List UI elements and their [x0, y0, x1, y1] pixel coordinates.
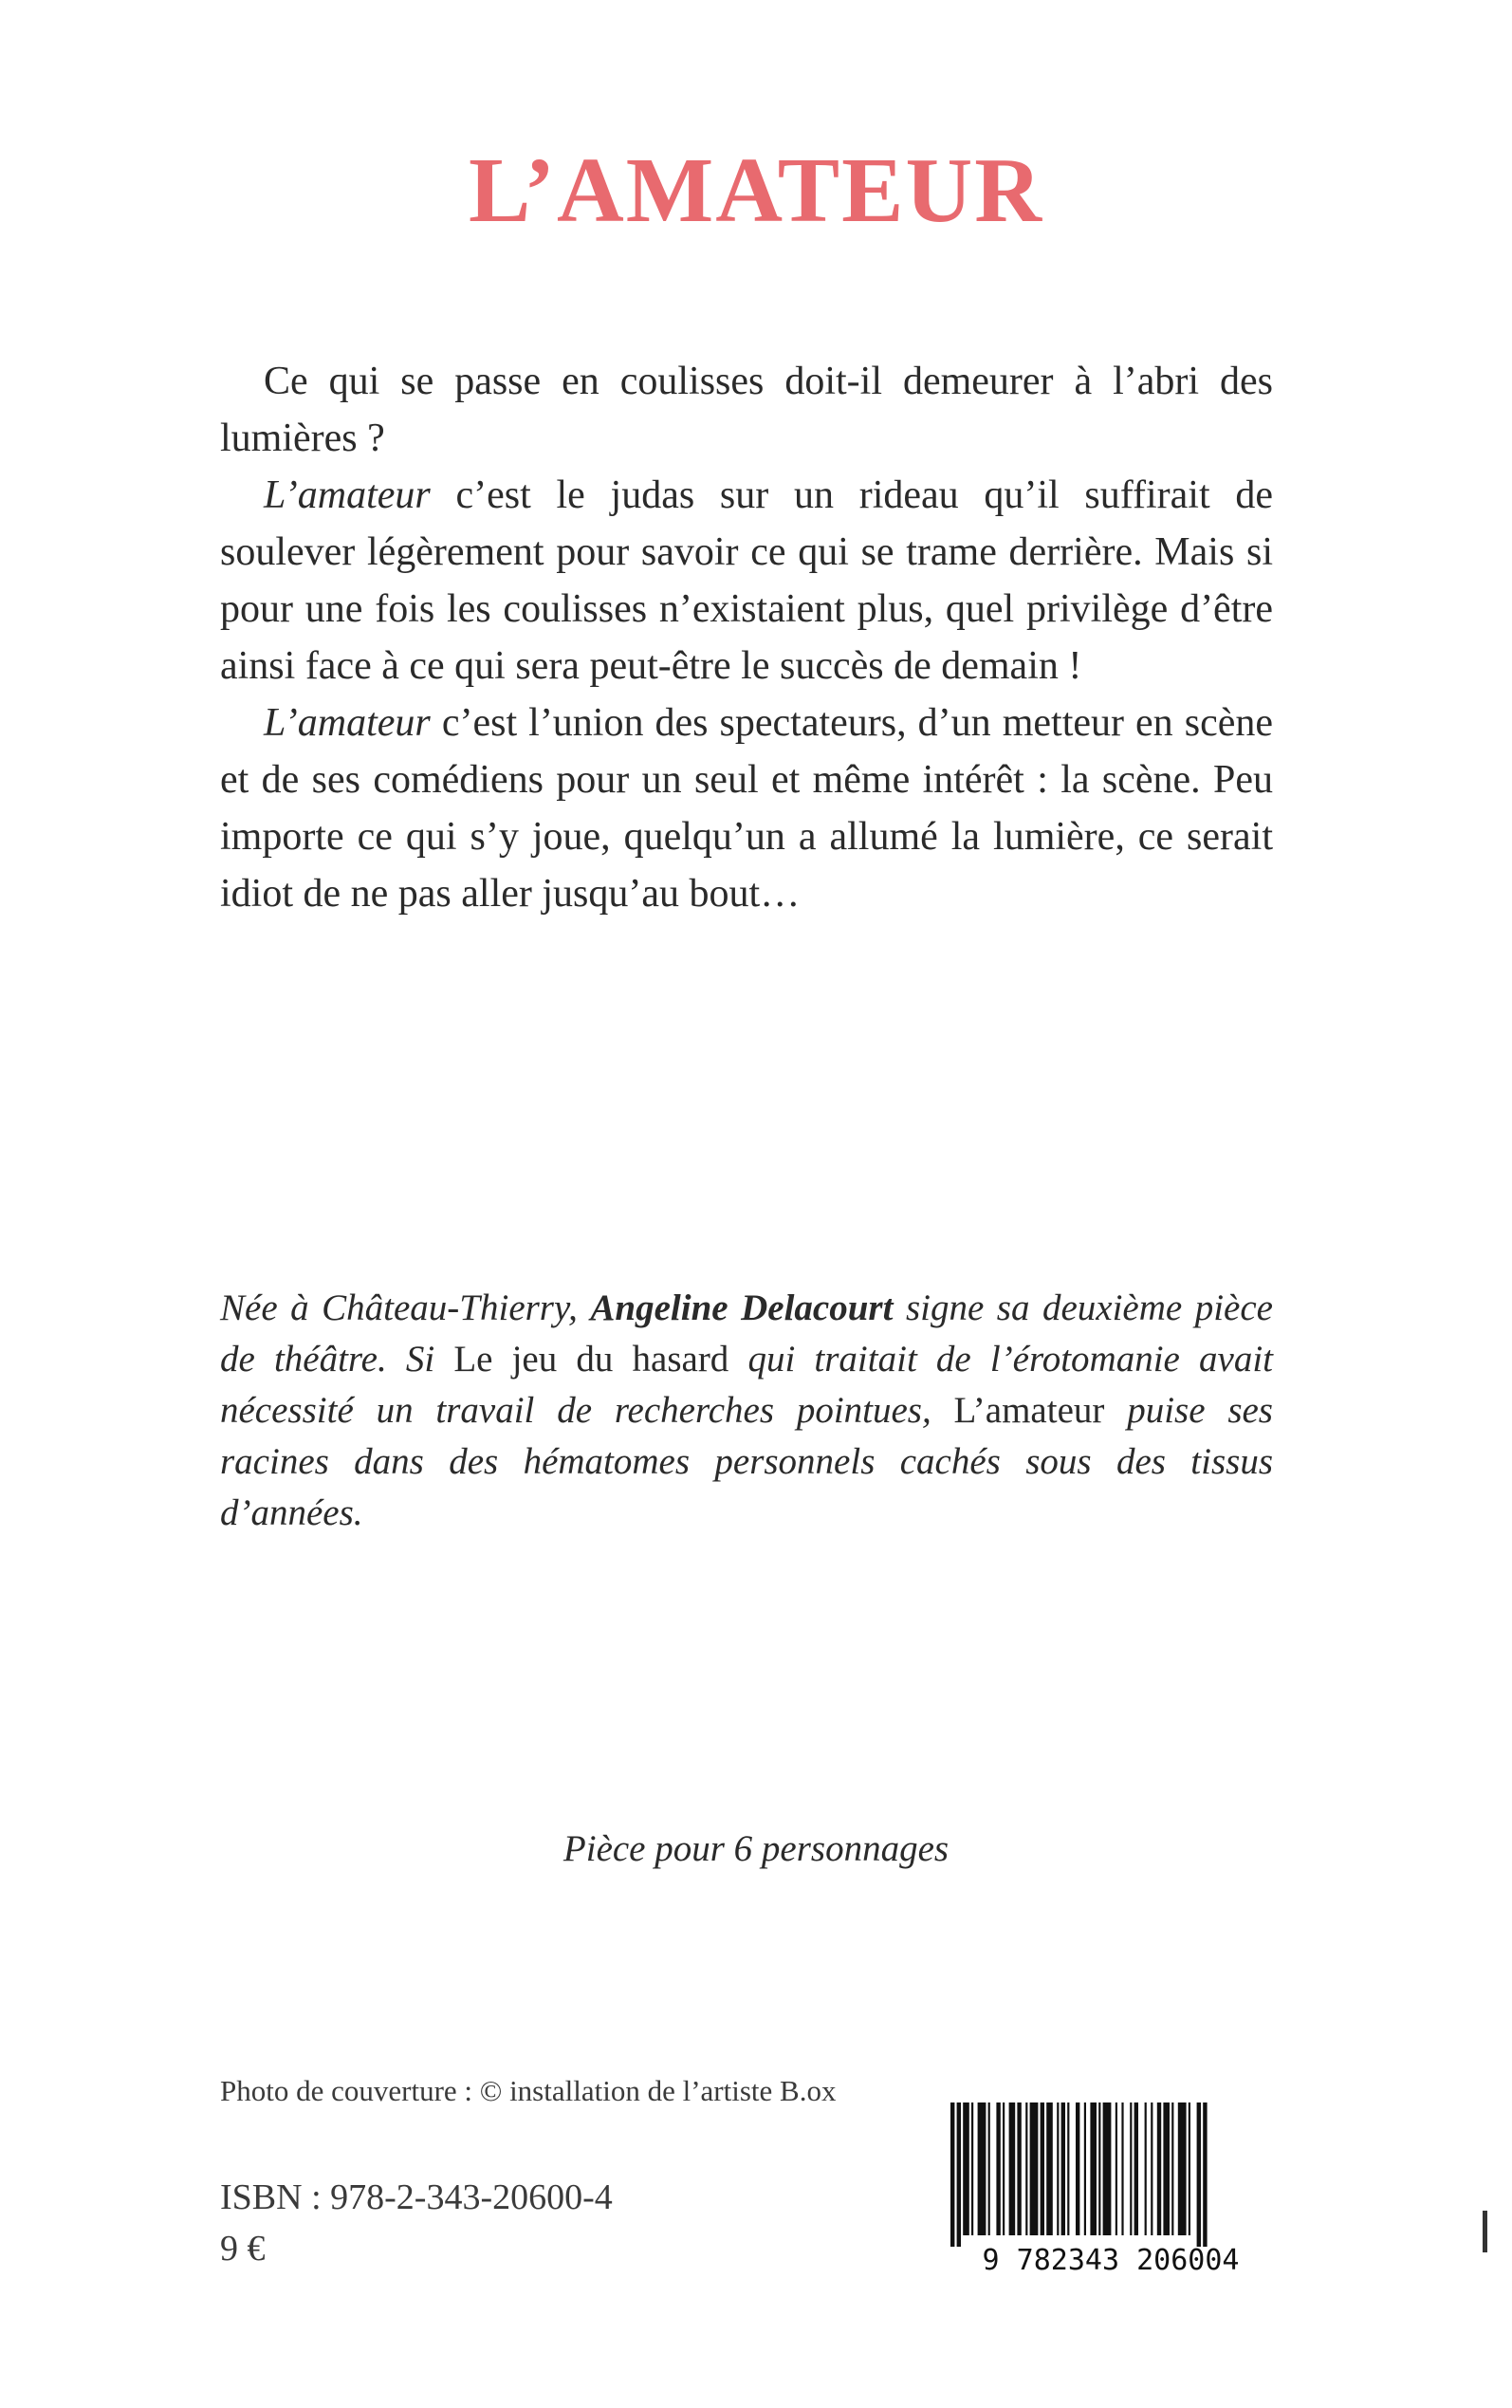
bio-text-1: Née à Château-Thierry,: [220, 1287, 591, 1328]
barcode-bar: [1067, 2102, 1069, 2235]
current-work-title: L’amateur: [953, 1390, 1105, 1431]
blurb-paragraph-2: [220, 467, 1273, 695]
barcode-bar: [1116, 2102, 1117, 2235]
photo-credit: Photo de couverture : © installation de l’artiste B.ox: [220, 2074, 837, 2107]
barcode-bars: [950, 2102, 1208, 2247]
barcode-bar: [1189, 2102, 1190, 2235]
barcode-bar: [1130, 2102, 1132, 2235]
barcode-bar: [1171, 2102, 1173, 2235]
isbn-barcode: [947, 2102, 1275, 2275]
barcode-bar: [1084, 2102, 1086, 2235]
barcode-bar: [1103, 2102, 1112, 2235]
barcode-bar: [1163, 2102, 1170, 2235]
barcode-bar: [1025, 2102, 1027, 2235]
back-cover-blurb: [220, 353, 1273, 922]
barcode-bar: [1041, 2102, 1044, 2235]
barcode-bar: [1017, 2102, 1021, 2235]
barcode-bar: [996, 2102, 1000, 2235]
blurb-paragraph-1: Ce qui se passe en coulisses doit-il demeurer à l’abri des lumières ?: [220, 360, 1273, 460]
barcode-bar: [1090, 2102, 1097, 2235]
previous-work-title: Le jeu du hasard: [453, 1339, 729, 1380]
barcode-bar: [1098, 2102, 1100, 2235]
barcode-bar: [1151, 2102, 1152, 2235]
barcode-bar: [988, 2102, 990, 2235]
barcode-bar: [1076, 2102, 1079, 2235]
author-name: Angeline Delacourt: [590, 1287, 894, 1328]
barcode-bar: [1197, 2102, 1201, 2247]
price-label: 9 €: [220, 2229, 266, 2269]
barcode-bar: [957, 2102, 961, 2247]
blurb-title-emphasis: L’amateur: [264, 701, 431, 745]
barcode-digits: 9 782343 206004: [982, 2244, 1240, 2275]
book-title: L’AMATEUR: [468, 139, 1044, 242]
isbn-label: ISBN : 978-2-343-20600-4: [220, 2177, 613, 2217]
barcode-bar: [1030, 2102, 1039, 2235]
barcode-bar: [1134, 2102, 1138, 2235]
blurb-paragraph-3: [220, 695, 1273, 922]
barcode-bar: [1121, 2102, 1123, 2235]
blurb-paragraph-2-text: c’est le judas sur un rideau qu’il suffirait de soulever légèrement pour savoir ce qui se trame derrière. Mais si pour une fois les coulisses n’existaient plus, quel privilège d’être ainsi face à ce qui sera peut-être le succès de demain !: [220, 473, 1273, 688]
bio-text-3: qui traitait de l’érotomanie avait nécessité un travail de recherches pointues,: [220, 1339, 1273, 1431]
barcode-bar: [1057, 2102, 1059, 2235]
author-biography-text: [220, 1283, 1273, 1539]
barcode-bar: [950, 2102, 954, 2247]
barcode-bar: [1046, 2102, 1053, 2235]
barcode-bar: [1003, 2102, 1005, 2235]
barcode-bar: [971, 2102, 973, 2235]
barcode-bar: [1178, 2102, 1187, 2235]
barcode-bar: [1203, 2102, 1207, 2247]
barcode-bar: [1009, 2102, 1016, 2235]
author-biography: [220, 1283, 1273, 1539]
barcode-bar: [1061, 2102, 1065, 2235]
barcode-bar: [1145, 2102, 1147, 2235]
barcode-bar: [1157, 2102, 1161, 2235]
bio-text-4: puise ses racines dans des hématomes personnels cachés sous des tissus d’années.: [220, 1390, 1273, 1533]
blurb-title-emphasis: L’amateur: [264, 473, 431, 517]
barcode-bar: [963, 2102, 969, 2235]
edge-mark: [1483, 2211, 1487, 2252]
cast-size-note: Pièce pour 6 personnages: [562, 1828, 950, 1869]
bio-text-2: signe sa deuxième pièce de théâtre. Si: [220, 1287, 1273, 1380]
blurb-paragraph-3-text: c’est l’union des spectateurs, d’un metteur en scène et de ses comédiens pour un seul et même intérêt : la scène. Peu importe ce qui s’y joue, quelqu’un a allumé la lumière, ce serait idiot de ne pas aller jusqu’au bout…: [220, 701, 1273, 916]
barcode-bar: [978, 2102, 986, 2235]
